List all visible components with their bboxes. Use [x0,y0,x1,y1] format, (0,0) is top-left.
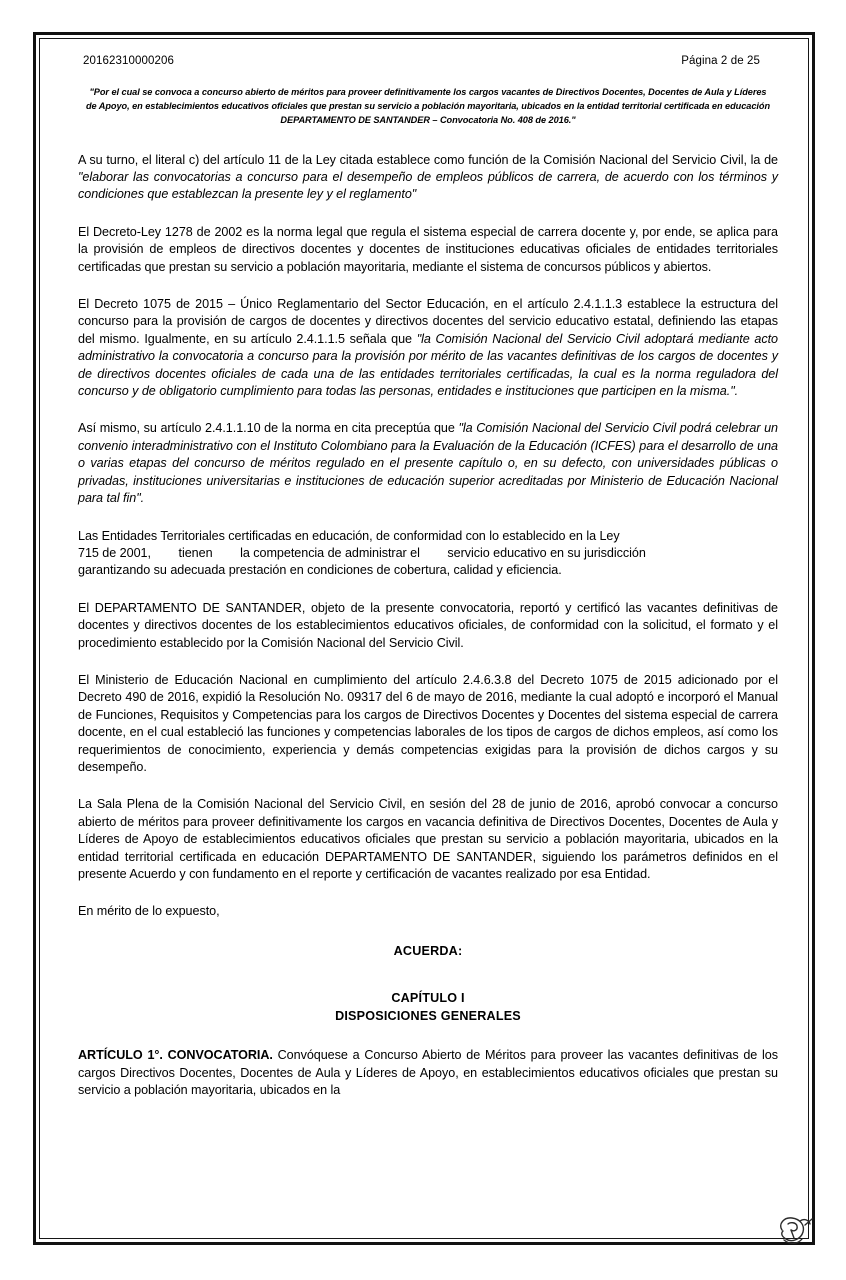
chapter-heading-block [78,990,778,1025]
paragraph-articulo-2-4-1-1-10 [78,420,778,507]
document-header [78,55,778,67]
chapter-title: DISPOSICIONES GENERALES [335,1008,521,1023]
article-1-label: ARTÍCULO 1°. CONVOCATORIA. [78,1048,273,1063]
paragraph-1-quote: "elaborar las convocatorias a concurso para el desempeño de empleos públicos de carrera, de acuerdo con los términos y condiciones que establezcan la presente ley y el reglamento" [78,170,778,202]
paragraph-1-lead: A su turno, el literal c) del artículo 11 de la Ley citada establece como función de la Comisión Nacional del Servicio Civil, la de [78,152,778,167]
paragraph-3-lead: El Decreto 1075 de 2015 – Único Reglamentario del Sector Educación, en el artículo 2.4.1.1.3 establece la estructura del concurso para la provisión de cargos de docentes y directivos docentes del servicio educativo estatal, definiendo las etapas del mismo. Igualmente, en su artículo 2.4.1.1.5 señala que [78,297,778,346]
spacer-before-chapter [78,960,778,990]
paragraph-departamento-santander: El DEPARTAMENTO DE SANTANDER, objeto de la presente convocatoria, reportó y certificó las vacantes definitivas de docentes y directivos docentes de los establecimientos educativos oficiales, de conformidad con la solicitud, el formato y el procedimiento establecido por la Comisión Nacional del Servicio Civil. [78,600,778,650]
article-1-convocatoria [78,1047,778,1099]
paragraph-ministerio-educacion: El Ministerio de Educación Nacional en cumplimiento del artículo 2.4.6.3.8 del Decreto 1075 de 2015 adicionado por el Decreto 490 de 2016, expidió la Resolución No. 09317 del 6 de mayo de 2016, mediante la cual adoptó e incorporó el Manual de Funciones, Requisitos y Competencias para los cargos de Directivos Docentes y Docentes del sistema especial de carrera docente, en el cual estableció las funciones y competencias laborales de los tipos de cargos de dichos empleos, así como los requerimientos de conocimiento, experiencia y demás competencias exigidas para la provisión de dichos cargos y su desempeño. [78,672,778,774]
paragraph-5-line-1: Las Entidades Territoriales certificadas en educación, de conformidad con lo establecido en la Ley [78,528,620,543]
article-1-body: Convóquese a Concurso Abierto de Méritos para proveer las vacantes definitivas de los cargos Directivos Docentes, Docentes de Aula y Líderes de Apoyo, en establecimientos educativos oficiales que prestan su servicio a población mayoritaria, ubicados en la [78,1048,778,1098]
document-number: 20162310000206 [83,55,174,67]
document-content [78,55,778,1120]
paragraph-3-quote: "la Comisión Nacional del Servicio Civil adoptará mediante acto administrativo la convocatoria a concurso para la provisión por mérito de las vacantes definitivas de los cargos de docentes y de directivos docentes oficiales de cada una de las entidades territoriales certificadas, la cual es la norma reguladora del concurso y de obligatorio cumplimiento para todas las personas, entidades e instituciones que participen en la misma.". [78,331,778,399]
paragraph-5-line-3: garantizando su adecuada prestación en condiciones de cobertura, calidad y eficiencia. [78,563,562,578]
paragraph-5-line-2: 715 de 2001, tienen la competencia de administrar el servicio educativo en su jurisdicción [78,545,646,560]
heading-acuerda: ACUERDA: [393,943,463,958]
paragraph-4-lead: Así mismo, su artículo 2.4.1.1.10 de la norma en cita preceptúa que [78,421,459,436]
handwritten-initial-rubric [772,1212,816,1252]
paragraph-decreto-1075 [78,296,778,400]
paragraph-4-quote: "la Comisión Nacional del Servicio Civil podrá celebrar un convenio interadministrativo con el Instituto Colombiano para la Evaluación de la Educación (ICFES) para el desarrollo de una o varias etapas del concurso de méritos regulado en el presente capítulo o, en su defecto, con universidades públicas o privadas, instituciones universitarias e instituciones de educación superior acreditadas por Ministerio de Educación Nacional para tal fin". [78,421,778,506]
chapter-number: CAPÍTULO I [391,991,465,1006]
convocatoria-subtitle: "Por el cual se convoca a concurso abierto de méritos para proveer definitivamente los cargos vacantes de Directivos Docentes, Docentes de Aula y Líderes de Apoyo, en establecimientos educativos oficiales que prestan su servicio a población mayoritaria, ubicados en la entidad territorial certificada en educación DEPARTAMENTO DE SANTANDER – Convocatoria No. 408 de 2016." [85,87,771,126]
paragraph-entidades-territoriales [78,528,778,580]
paragraph-sala-plena: La Sala Plena de la Comisión Nacional del Servicio Civil, en sesión del 28 de junio de 2016, aprobó convocar a concurso abierto de méritos para proveer definitivamente los cargos en vacancia definitiva de Directivos Docentes, Docentes de Aula y Líderes de Apoyo de establecimientos educativos oficiales que prestan su servicio a población mayoritaria, ubicados en la entidad territorial certificada en educación DEPARTAMENTO DE SANTANDER, siguiendo los parámetros definidos en el presente Acuerdo y con fundamento en el reporte y certificación de vacantes realizado por esa Entidad. [78,797,778,882]
paragraph-literal-c [78,152,778,204]
paragraph-decreto-ley-1278: El Decreto-Ley 1278 de 2002 es la norma legal que regula el sistema especial de carrera docente y, por ende, se aplica para la provisión de empleos de directivos docentes y docentes de instituciones educativas oficiales de entidades territoriales certificadas que prestan su servicio a población mayoritaria, mediante el sistema de concursos públicos y abiertos. [78,224,778,274]
spacer-before-acuerda [78,921,778,943]
page-number-label: Página 2 de 25 [681,55,760,67]
paragraph-en-merito: En mérito de lo expuesto, [78,904,220,919]
spacer-before-article [78,1025,778,1047]
